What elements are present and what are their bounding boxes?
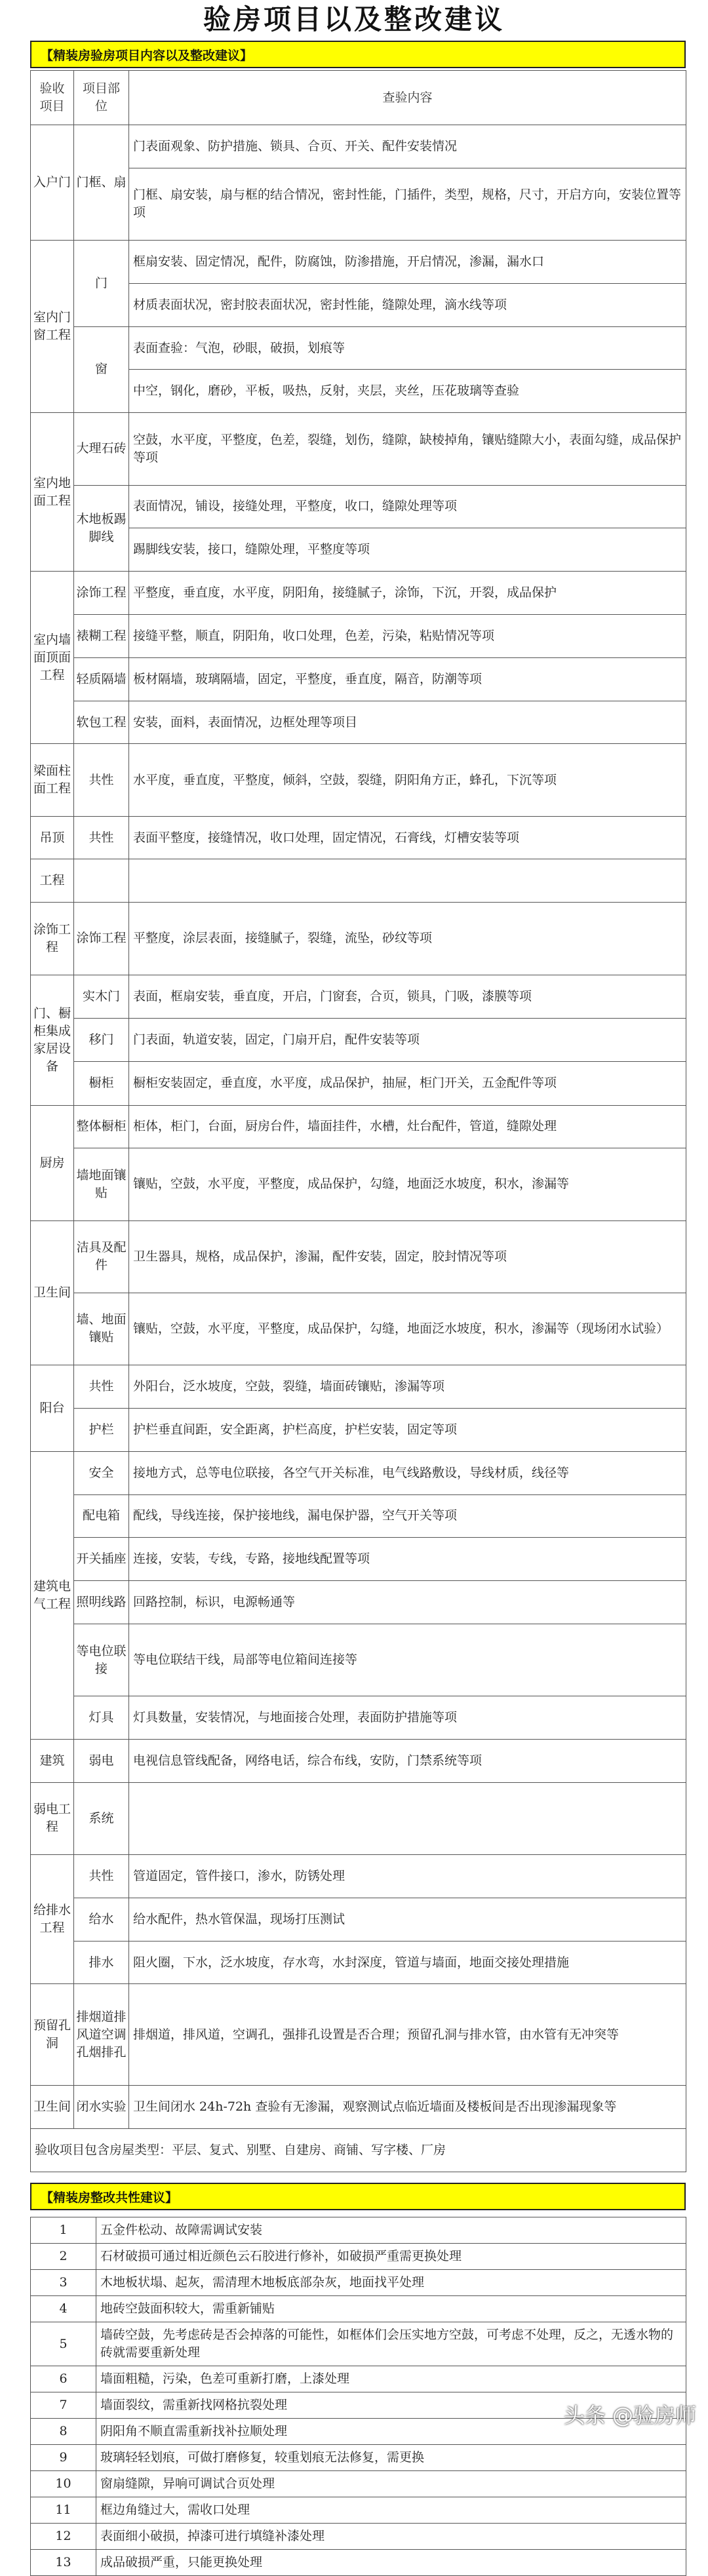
content-cell: 门框、扇安装，扇与框的结合情况，密封性能，门插件，类型，规格，尺寸，开启方向，安装位置等项 (129, 168, 686, 240)
category-cell: 梁面柱面工程 (31, 744, 74, 816)
suggestion-text: 石材破损可通过相近颜色云石胶进行修补，如破损严重需更换处理 (96, 2244, 686, 2270)
category-cell: 入户门 (31, 125, 74, 241)
location-cell: 排水 (74, 1941, 129, 1984)
table-row (31, 125, 686, 168)
table-row (31, 1408, 686, 1451)
suggestion-text: 阴阳角不顺直需重新找补拉顺处理 (96, 2419, 686, 2445)
content-cell (129, 1782, 686, 1854)
table-row (31, 859, 686, 903)
content-cell: 等电位联结干线，局部等电位箱间连接等 (129, 1624, 686, 1696)
content-cell: 板材隔墙，玻璃隔墙，固定，平整度，垂直度，隔音，防潮等项 (129, 657, 686, 701)
suggestion-text: 成品破损严重，只能更换处理 (96, 2550, 686, 2576)
content-cell: 表面查验：气泡，砂眼，破损，划痕等 (129, 326, 686, 370)
table-row (31, 1105, 686, 1148)
category-cell: 给排水工程 (31, 1855, 74, 1984)
header-acceptance-item: 验收项目 (31, 71, 74, 125)
watermark: 头条 @验房师 (563, 2403, 696, 2428)
location-cell: 涂饰工程 (74, 903, 129, 975)
location-cell: 木地板踢脚线 (74, 485, 129, 572)
location-cell: 灯具 (74, 1696, 129, 1740)
location-cell: 实木门 (74, 975, 129, 1018)
section2-banner: 【精装房整改共性建议】 (30, 2183, 686, 2210)
suggestion-text: 墙砖空鼓，先考虑砖是否会掉落的可能性，如框体们会压实地方空鼓，可考虑不处理，反之，无透水物的砖就需要重新处理 (96, 2322, 686, 2366)
table-row (31, 283, 686, 326)
table-row (31, 1740, 686, 1783)
suggestion-number: 1 (31, 2217, 96, 2244)
table-row (31, 2296, 686, 2322)
category-cell: 涂饰工程 (31, 903, 74, 975)
table-row (31, 2217, 686, 2244)
content-cell: 门表面，轨道安装，固定，门扇开启，配件安装等项 (129, 1018, 686, 1061)
location-cell: 闭水实验 (74, 2086, 129, 2129)
content-cell: 连接，安装，专线，专路，接地线配置等项 (129, 1538, 686, 1581)
suggestion-text: 地砖空鼓面积较大，需重新铺贴 (96, 2296, 686, 2322)
location-cell: 墙、地面镶贴 (74, 1293, 129, 1365)
content-cell: 表面，框扇安装，垂直度，开启，门窗套，合页，锁具，门吸，漆膜等项 (129, 975, 686, 1018)
content-cell: 排烟道，排风道，空调孔，强排孔设置是否合理；预留孔洞与排水管，由水管有无冲突等 (129, 1984, 686, 2086)
location-cell: 移门 (74, 1018, 129, 1061)
content-cell: 门表面观象、防护措施、锁具、合页、开关、配件安装情况 (129, 125, 686, 168)
suggestion-number: 10 (31, 2471, 96, 2497)
table-row (31, 1696, 686, 1740)
location-cell: 窗 (74, 326, 129, 413)
content-cell: 水平度，垂直度，平整度，倾斜，空鼓，裂缝，阴阳角方正，蜂孔，下沉等项 (129, 744, 686, 816)
category-cell: 门、橱柜集成家居设备 (31, 975, 74, 1105)
table-row (31, 1494, 686, 1538)
suggestion-number: 11 (31, 2497, 96, 2524)
content-cell: 给水配件，热水管保温，现场打压测试 (129, 1898, 686, 1941)
suggestion-number: 6 (31, 2366, 96, 2392)
location-cell: 共性 (74, 1855, 129, 1898)
location-cell: 整体橱柜 (74, 1105, 129, 1148)
suggestion-text: 表面细小破损，掉漆可进行填缝补漆处理 (96, 2524, 686, 2550)
category-cell: 吊顶 (31, 816, 74, 859)
content-cell: 外阳台，泛水坡度，空鼓，裂缝，墙面砖镶贴，渗漏等项 (129, 1365, 686, 1409)
category-cell: 预留孔洞 (31, 1984, 74, 2086)
location-cell: 轻质隔墙 (74, 657, 129, 701)
table-row (31, 241, 686, 284)
suggestion-text: 框边角缝过大，需收口处理 (96, 2497, 686, 2524)
category-cell: 卫生间 (31, 2086, 74, 2129)
suggestion-text: 窗扇缝隙，异响可调试合页处理 (96, 2471, 686, 2497)
category-cell: 阳台 (31, 1365, 74, 1452)
content-cell: 镶贴，空鼓，水平度，平整度，成品保护，勾缝，地面泛水坡度，积水，渗漏等 (129, 1148, 686, 1220)
content-cell: 卫生器具，规格，成品保护，渗漏，配件安装，固定，胶封情况等项 (129, 1220, 686, 1293)
table-row (31, 528, 686, 572)
location-cell: 排烟道排风道空调孔烟排孔 (74, 1984, 129, 2086)
table-row (31, 614, 686, 657)
category-cell: 室内地面工程 (31, 413, 74, 572)
suggestion-text: 玻璃轻轻划痕，可做打磨修复，较重划痕无法修复，需更换 (96, 2445, 686, 2471)
content-cell: 回路控制，标识，电源畅通等 (129, 1581, 686, 1624)
location-cell: 安全 (74, 1451, 129, 1494)
content-cell: 电视信息管线配备，网络电话，综合布线，安防，门禁系统等项 (129, 1740, 686, 1783)
suggestion-text: 木地板状塌、起灰，需清理木地板底部杂灰，地面找平处理 (96, 2270, 686, 2296)
table-row (31, 2366, 686, 2392)
content-cell: 接地方式，总等电位联接，各空气开关标准，电气线路敷设，导线材质，线径等 (129, 1451, 686, 1494)
location-cell: 共性 (74, 1365, 129, 1409)
content-cell: 材质表面状况，密封胶表面状况，密封性能，缝隙处理，滴水线等项 (129, 283, 686, 326)
header-location: 项目部位 (74, 71, 129, 125)
category-cell: 建筑电气工程 (31, 1451, 74, 1739)
category-cell: 建筑 (31, 1740, 74, 1783)
table-row (31, 1855, 686, 1898)
suggestion-number: 4 (31, 2296, 96, 2322)
content-cell: 表面情况，铺设，接缝处理，平整度，收口，缝隙处理等项 (129, 485, 686, 528)
table-row (31, 2086, 686, 2129)
content-cell: 柜体，柜门，台面，厨房台件，墙面挂件，水槽，灶台配件，管道，缝隙处理 (129, 1105, 686, 1148)
table-row (31, 2270, 686, 2296)
category-cell: 室内门窗工程 (31, 241, 74, 413)
location-cell: 护栏 (74, 1408, 129, 1451)
table-row (31, 168, 686, 240)
table-row (31, 1984, 686, 2086)
suggestion-number: 7 (31, 2392, 96, 2419)
suggestion-text: 墙面裂纹，需重新找网格抗裂处理 (96, 2392, 686, 2419)
table-row (31, 485, 686, 528)
content-cell: 安装，面料，表面情况，边框处理等项目 (129, 701, 686, 744)
category-cell: 卫生间 (31, 1220, 74, 1365)
inspection-table (30, 70, 686, 2172)
table-row (31, 744, 686, 816)
table-row (31, 1581, 686, 1624)
table-row (31, 1538, 686, 1581)
table-row (31, 2445, 686, 2471)
location-cell: 涂饰工程 (74, 572, 129, 615)
content-cell: 管道固定，管件接口，渗水，防锈处理 (129, 1855, 686, 1898)
location-cell: 给水 (74, 1898, 129, 1941)
content-cell: 灯具数量，安装情况，与地面接合处理，表面防护措施等项 (129, 1696, 686, 1740)
house-types-note: 验收项目包含房屋类型：平层、复式、别墅、自建房、商铺、写字楼、厂房 (31, 2128, 686, 2172)
location-cell: 系统 (74, 1782, 129, 1854)
suggestion-text: 五金件松动、故障需调试安装 (96, 2217, 686, 2244)
header-content: 查验内容 (129, 71, 686, 125)
table-row (31, 572, 686, 615)
common-suggestions-table (30, 2217, 686, 2576)
table-row (31, 1220, 686, 1293)
page-title: 验房项目以及整改建议 (203, 3, 505, 35)
location-cell: 洁具及配件 (74, 1220, 129, 1293)
table-row (31, 2322, 686, 2366)
location-cell (74, 859, 129, 903)
table-row (31, 326, 686, 370)
table-row (31, 370, 686, 413)
table-row (31, 657, 686, 701)
table-row (31, 1451, 686, 1494)
content-cell: 表面平整度，接缝情况，收口处理，固定情况，石膏线，灯槽安装等项 (129, 816, 686, 859)
location-cell: 裱糊工程 (74, 614, 129, 657)
suggestion-number: 8 (31, 2419, 96, 2445)
content-cell: 中空，钢化，磨砂，平板，吸热，反射，夹层，夹丝，压花玻璃等查验 (129, 370, 686, 413)
content-cell: 卫生间闭水 24h-72h 查验有无渗漏，观察测试点临近墙面及楼板间是否出现渗漏现象等 (129, 2086, 686, 2129)
content-cell: 接缝平整，顺直，阴阳角，收口处理，色差，污染，粘贴情况等项 (129, 614, 686, 657)
content-cell: 配线，导线连接，保护接地线，漏电保护器，空气开关等项 (129, 1494, 686, 1538)
table-row (31, 1293, 686, 1365)
content-cell: 踢脚线安装，接口，缝隙处理，平整度等项 (129, 528, 686, 572)
content-cell: 框扇安装、固定情况，配件，防腐蚀，防渗措施，开启情况，渗漏，漏水口 (129, 241, 686, 284)
location-cell: 门框、扇 (74, 125, 129, 241)
content-cell: 橱柜安装固定，垂直度，水平度，成品保护，抽屉，柜门开关，五金配件等项 (129, 1062, 686, 1105)
table-row (31, 816, 686, 859)
content-cell: 护栏垂直间距，安全距离，护栏高度，护栏安装，固定等项 (129, 1408, 686, 1451)
location-cell: 软包工程 (74, 701, 129, 744)
category-cell: 弱电工程 (31, 1782, 74, 1854)
table-header-row (31, 71, 686, 125)
content-cell: 平整度，涂层表面，接缝腻子，裂缝，流坠，砂纹等项 (129, 903, 686, 975)
location-cell: 开关插座 (74, 1538, 129, 1581)
table-row (31, 1624, 686, 1696)
category-cell: 工程 (31, 859, 74, 903)
table-row (31, 2244, 686, 2270)
location-cell: 共性 (74, 744, 129, 816)
location-cell: 大理石砖 (74, 413, 129, 485)
suggestion-number: 5 (31, 2322, 96, 2366)
table-row (31, 413, 686, 485)
content-cell: 镶贴，空鼓，水平度，平整度，成品保护，勾缝，地面泛水坡度，积水，渗漏等（现场闭水试验） (129, 1293, 686, 1365)
suggestion-number: 3 (31, 2270, 96, 2296)
location-cell: 橱柜 (74, 1062, 129, 1105)
suggestion-number: 12 (31, 2524, 96, 2550)
location-cell: 等电位联接 (74, 1624, 129, 1696)
section1-banner: 【精装房验房项目内容以及整改建议】 (30, 41, 686, 68)
suggestion-number: 13 (31, 2550, 96, 2576)
table-row (31, 1018, 686, 1061)
table-row (31, 2471, 686, 2497)
table-row (31, 903, 686, 975)
location-cell: 共性 (74, 816, 129, 859)
category-cell: 厨房 (31, 1105, 74, 1220)
suggestion-text: 墙面粗糙，污染，色差可重新打磨，上漆处理 (96, 2366, 686, 2392)
location-cell: 墙地面镶贴 (74, 1148, 129, 1220)
table-row (31, 1898, 686, 1941)
content-cell (129, 859, 686, 903)
table-row (31, 975, 686, 1018)
suggestion-number: 9 (31, 2445, 96, 2471)
location-cell: 弱电 (74, 1740, 129, 1783)
table-row (31, 2550, 686, 2576)
table-row (31, 701, 686, 744)
suggestion-number: 2 (31, 2244, 96, 2270)
table-row (31, 1062, 686, 1105)
table-row (31, 1782, 686, 1854)
content-cell: 阻火圈，下水，泛水坡度，存水弯，水封深度，管道与墙面，地面交接处理措施 (129, 1941, 686, 1984)
location-cell: 照明线路 (74, 1581, 129, 1624)
content-cell: 空鼓，水平度，平整度，色差，裂缝，划伤，缝隙，缺棱掉角，镶贴缝隙大小，表面勾缝，成品保护等项 (129, 413, 686, 485)
location-cell: 门 (74, 241, 129, 327)
table-row (31, 2497, 686, 2524)
table-row (31, 1148, 686, 1220)
table-row (31, 2524, 686, 2550)
table-row (31, 1365, 686, 1409)
location-cell: 配电箱 (74, 1494, 129, 1538)
table-row (31, 1941, 686, 1984)
category-cell: 室内墙面顶面工程 (31, 572, 74, 744)
table-row (31, 2128, 686, 2172)
content-cell: 平整度，垂直度，水平度，阴阳角，接缝腻子，涂饰，下沉，开裂，成品保护 (129, 572, 686, 615)
